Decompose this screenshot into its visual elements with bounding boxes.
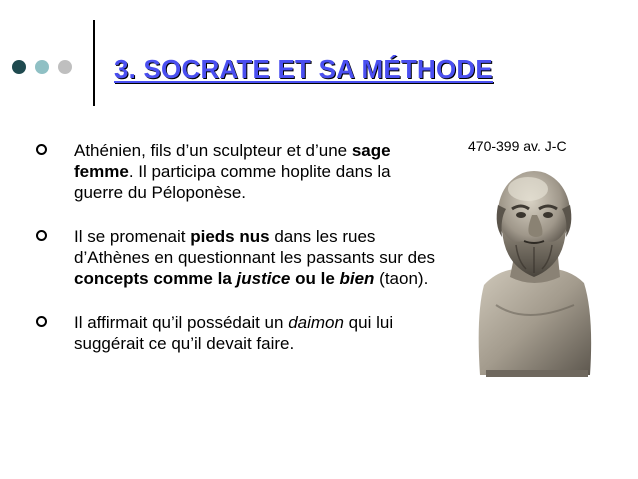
bullet-text-span: (taon). bbox=[374, 269, 429, 288]
bullet-text-span: sage femme bbox=[74, 141, 391, 181]
bullet-list bbox=[36, 140, 436, 377]
bullet-text-span: pieds nus bbox=[190, 227, 270, 246]
dot-dark-icon bbox=[12, 60, 26, 74]
bullet-text-span: ou le bbox=[290, 269, 340, 288]
bullet-text-span: dans les rues d’Athènes en questionnant les passants sur des bbox=[74, 227, 436, 267]
circle-bullet-icon bbox=[36, 316, 47, 327]
bullet-text-span: Il affirmait qu’il possédait un bbox=[74, 313, 289, 332]
title-divider bbox=[93, 20, 95, 106]
bullet-text-span: Athénien, fils d’un sculpteur et d’une bbox=[74, 141, 352, 160]
slide-title: 3. SOCRATE ET SA MÉTHODE bbox=[114, 54, 493, 84]
dot-grey-icon bbox=[58, 60, 72, 74]
socrates-bust-image bbox=[466, 165, 602, 385]
bullet-text-span: qui lui suggérait ce qu’il devait faire. bbox=[74, 313, 394, 353]
bullet-text-span: daimon bbox=[288, 313, 344, 332]
bullet-item bbox=[36, 140, 436, 203]
date-caption: 470-399 av. J-C bbox=[468, 138, 567, 154]
bullet-text-span: Il se promenait bbox=[74, 227, 191, 246]
bullet-text-span bbox=[340, 269, 375, 288]
circle-bullet-icon bbox=[36, 144, 47, 155]
dot-teal-icon bbox=[35, 60, 49, 74]
bullet-text-span: concepts comme la bbox=[74, 269, 237, 288]
bullet-text-span bbox=[237, 269, 291, 288]
decorative-dots bbox=[12, 60, 72, 74]
bullet-text-span: bien bbox=[339, 269, 375, 288]
circle-bullet-icon bbox=[36, 230, 47, 241]
bullet-item bbox=[36, 226, 436, 289]
bullet-text-span: . Il participa comme hoplite dans la guerre du Péloponèse. bbox=[74, 162, 391, 202]
bullet-item bbox=[36, 312, 436, 354]
bullet-text-span: justice bbox=[236, 269, 291, 288]
